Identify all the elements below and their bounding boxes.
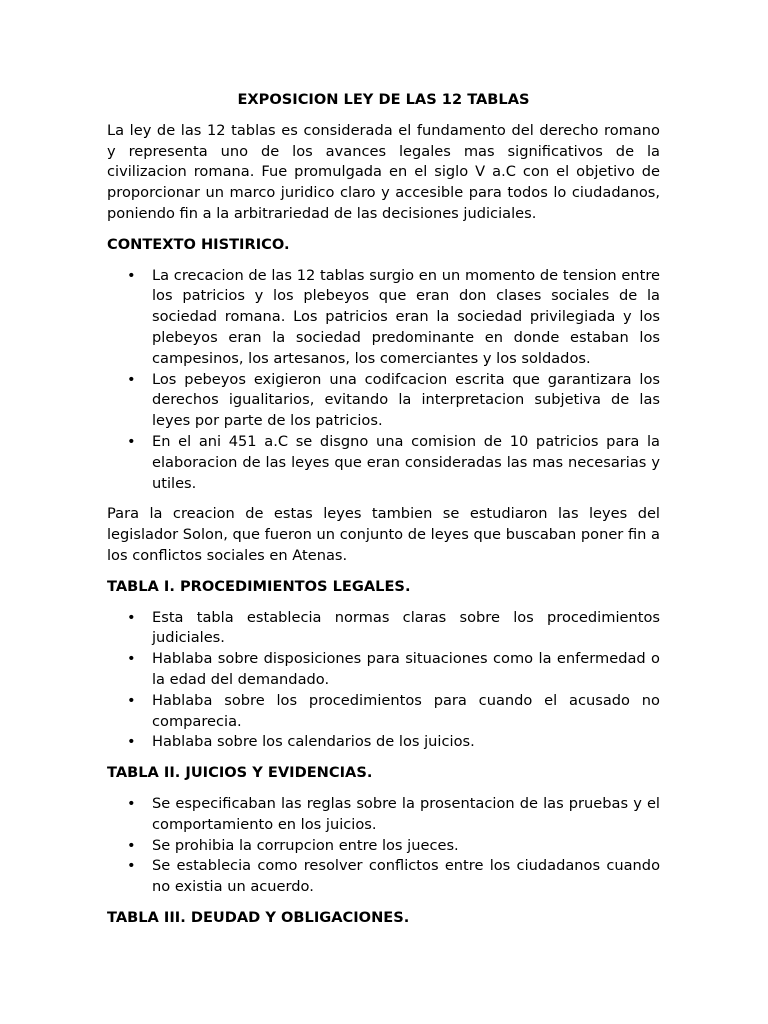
bullet-icon: •	[127, 370, 136, 388]
tabla-2-bullet-list	[107, 794, 660, 898]
contexto-bullet-list	[107, 266, 660, 495]
section-heading-tabla-2: TABLA II. JUICIOS Y EVIDENCIAS.	[107, 764, 373, 782]
section-heading-tabla-3: TABLA III. DEUDAD Y OBLIGACIONES.	[107, 908, 410, 926]
list-item	[107, 691, 660, 733]
list-item	[107, 432, 660, 494]
list-item-text: Se especificaban las reglas sobre la prosentacion de las pruebas y el comportamiento en los juicios.	[152, 794, 660, 833]
list-item	[107, 794, 660, 836]
bullet-icon: •	[127, 266, 136, 284]
list-item	[107, 608, 660, 650]
section-heading-contexto: CONTEXTO HISTIRICO.	[107, 235, 290, 253]
tabla-1-bullet-list	[107, 608, 660, 754]
list-item-text: Esta tabla establecia normas claras sobre los procedimientos judiciales.	[152, 608, 660, 647]
contexto-closing-paragraph: Para la creacion de estas leyes tambien se estudiaron las leyes del legislador Solon, que fueron un conjunto de leyes que buscaban poner fin a los conflictos sociales en Atenas.	[107, 505, 660, 564]
document-title: EXPOSICION LEY DE LAS 12 TABLAS	[237, 91, 530, 108]
bullet-icon: •	[127, 650, 136, 668]
list-item-text: La crecacion de las 12 tablas surgio en un momento de tension entre los patricios y los plebeyos que eran don clases sociales de la sociedad romana. Los patricios eran la sociedad privilegiada y los plebeyos eran la sociedad predominante en donde estaban los campesinos, los artesanos, los comerciantes y los soldados.	[152, 266, 660, 367]
bullet-icon: •	[127, 733, 136, 751]
intro-paragraph: La ley de las 12 tablas es considerada el fundamento del derecho romano y representa uno de los avances legales mas significativos de la civilizacion romana. Fue promulgada en el siglo V a.C con el objetivo de proporcionar un marco juridico claro y accesible para todos lo ciudadanos, poniendo fin a la arbitrariedad de las decisiones judiciales.	[107, 121, 660, 222]
bullet-icon: •	[127, 432, 136, 450]
bullet-icon: •	[127, 857, 136, 875]
list-item	[107, 732, 660, 753]
list-item	[107, 649, 660, 691]
document-page	[107, 90, 660, 939]
list-item	[107, 856, 660, 898]
list-item	[107, 370, 660, 432]
list-item	[107, 836, 660, 857]
list-item-text: Hablaba sobre los procedimientos para cuando el acusado no comparecia.	[152, 691, 660, 730]
list-item	[107, 266, 660, 370]
list-item-text: Se establecia como resolver conflictos entre los ciudadanos cuando no existia un acuerdo.	[152, 857, 660, 896]
list-item-text: Los pebeyos exigieron una codifcacion escrita que garantizara los derechos igualitarios, evitando la interpretacion subjetiva de las leyes por parte de los patricios.	[152, 370, 660, 430]
list-item-text: En el ani 451 a.C se disgno una comision de 10 patricios para la elaboracion de las leyes que eran consideradas las mas necesarias y utiles.	[152, 432, 660, 492]
bullet-icon: •	[127, 836, 136, 854]
section-heading-tabla-1: TABLA I. PROCEDIMIENTOS LEGALES.	[107, 577, 411, 595]
list-item-text: Hablaba sobre los calendarios de los juicios.	[152, 733, 475, 751]
bullet-icon: •	[127, 691, 136, 709]
bullet-icon: •	[127, 794, 136, 812]
bullet-icon: •	[127, 608, 136, 626]
list-item-text: Se prohibia la corrupcion entre los jueces.	[152, 836, 459, 854]
list-item-text: Hablaba sobre disposiciones para situaciones como la enfermedad o la edad del demandado.	[152, 650, 660, 688]
